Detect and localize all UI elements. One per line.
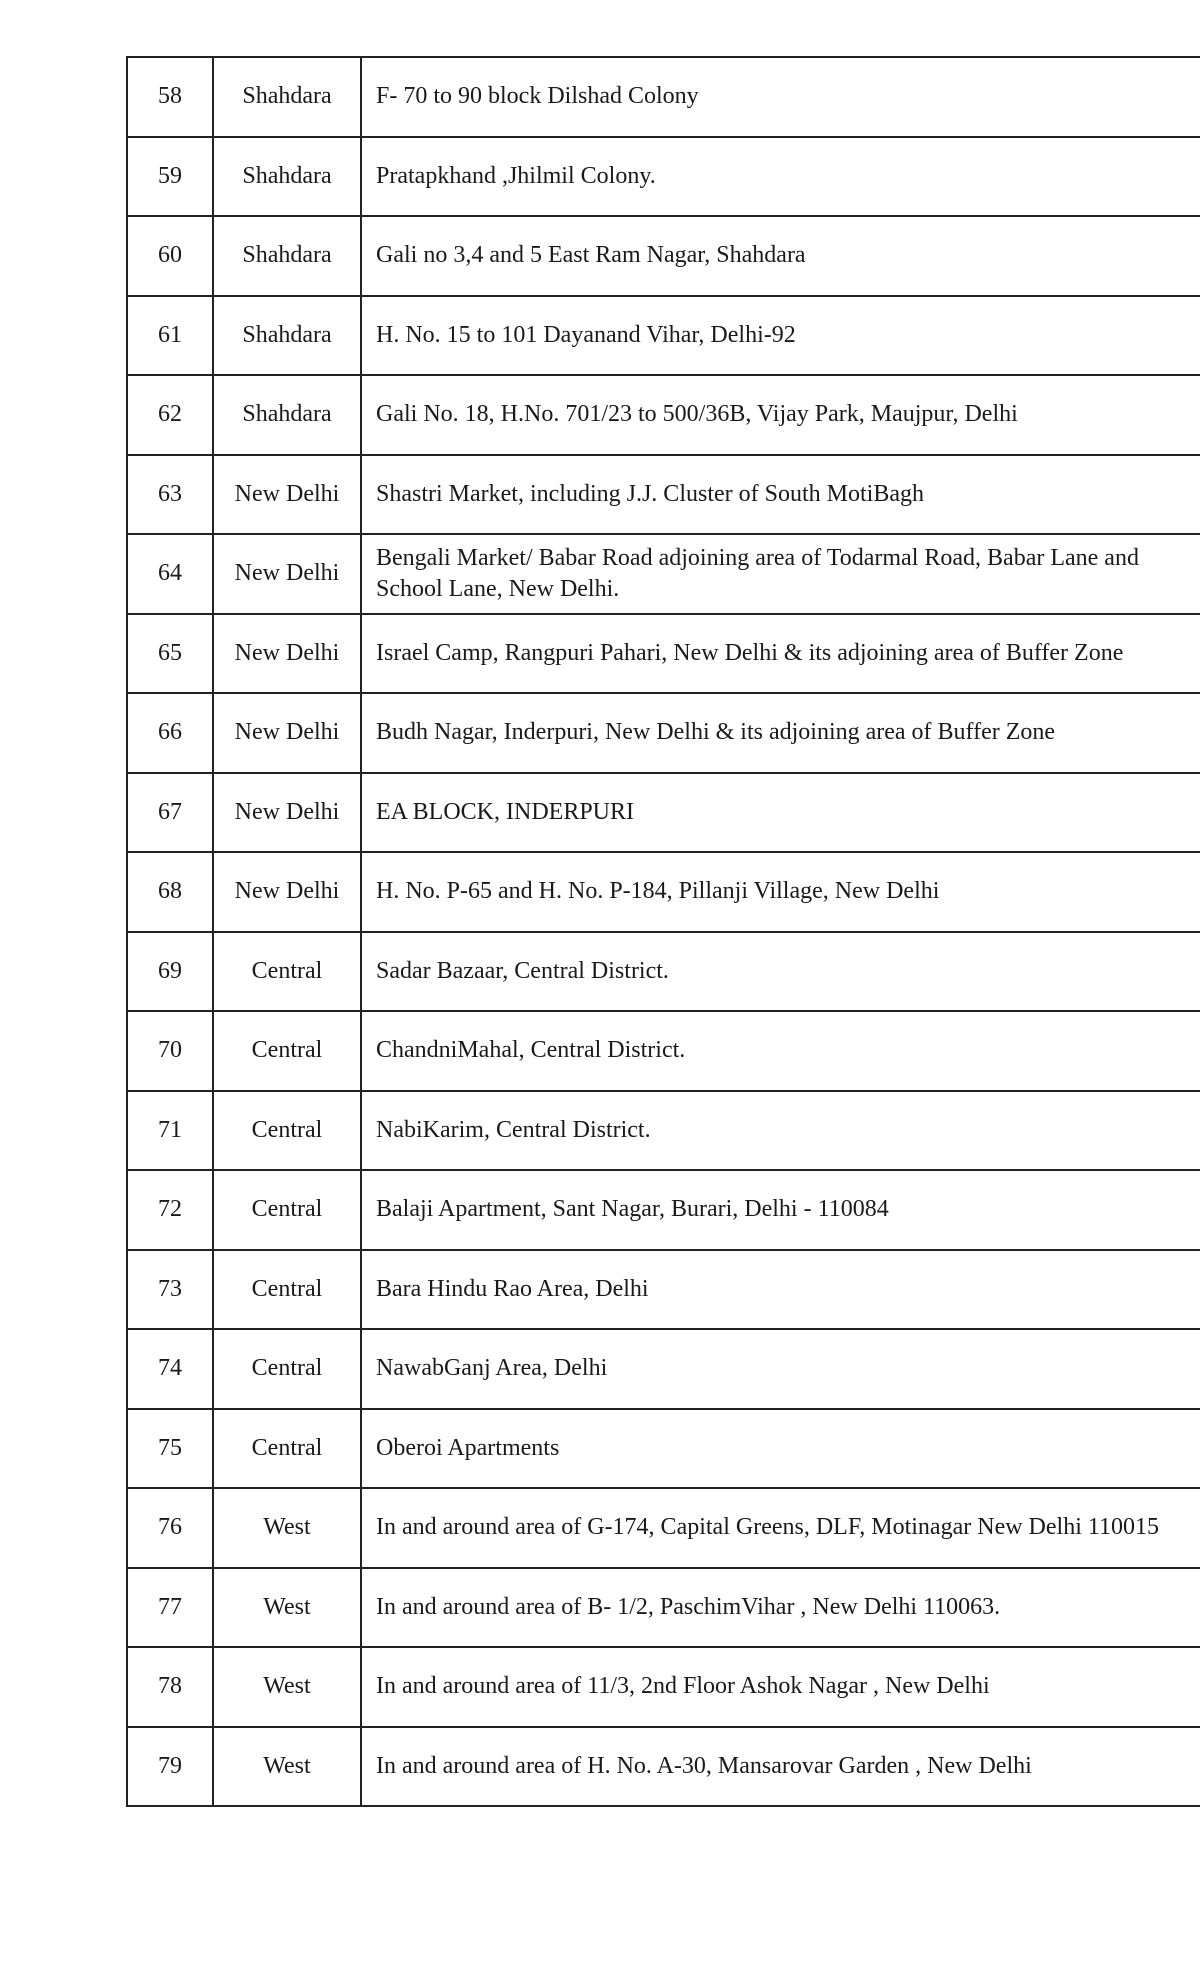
table-row [127,534,1200,614]
serial-number-cell: 75 [127,1409,213,1489]
district-cell: Shahdara [213,296,361,376]
table-row [127,296,1200,376]
district-cell: New Delhi [213,455,361,535]
district-cell: Shahdara [213,137,361,217]
serial-number-cell: 66 [127,693,213,773]
table-row [127,1329,1200,1409]
table-row [127,57,1200,137]
table-row [127,1250,1200,1330]
district-cell: Central [213,1250,361,1330]
area-cell: H. No. 15 to 101 Dayanand Vihar, Delhi-92 [361,296,1200,376]
area-cell: In and around area of G-174, Capital Greens, DLF, Motinagar New Delhi 110015 [361,1488,1200,1568]
table-row [127,455,1200,535]
serial-number-cell: 64 [127,534,213,614]
district-cell: New Delhi [213,852,361,932]
area-cell: In and around area of H. No. A-30, Mansarovar Garden , New Delhi [361,1727,1200,1807]
table-row [127,693,1200,773]
area-cell: Bengali Market/ Babar Road adjoining area of Todarmal Road, Babar Lane and School Lane, New Delhi. [361,534,1200,614]
table-row [127,773,1200,853]
table-row [127,1727,1200,1807]
table-row [127,216,1200,296]
area-cell: EA BLOCK, INDERPURI [361,773,1200,853]
district-cell: Central [213,1170,361,1250]
district-cell: New Delhi [213,614,361,694]
serial-number-cell: 68 [127,852,213,932]
serial-number-cell: 58 [127,57,213,137]
serial-number-cell: 62 [127,375,213,455]
area-cell: NawabGanj Area, Delhi [361,1329,1200,1409]
serial-number-cell: 63 [127,455,213,535]
table-row [127,1409,1200,1489]
district-cell: New Delhi [213,693,361,773]
district-cell: Central [213,1011,361,1091]
table-body [127,57,1200,1806]
area-cell: Bara Hindu Rao Area, Delhi [361,1250,1200,1330]
serial-number-cell: 61 [127,296,213,376]
serial-number-cell: 71 [127,1091,213,1171]
district-cell: West [213,1568,361,1648]
serial-number-cell: 67 [127,773,213,853]
serial-number-cell: 74 [127,1329,213,1409]
district-cell: Shahdara [213,375,361,455]
area-cell: Shastri Market, including J.J. Cluster of South MotiBagh [361,455,1200,535]
district-cell: West [213,1647,361,1727]
area-cell: In and around area of B- 1/2, PaschimVihar , New Delhi 110063. [361,1568,1200,1648]
table-row [127,852,1200,932]
serial-number-cell: 69 [127,932,213,1012]
district-cell: West [213,1488,361,1568]
serial-number-cell: 77 [127,1568,213,1648]
area-cell: Balaji Apartment, Sant Nagar, Burari, Delhi - 110084 [361,1170,1200,1250]
area-cell: H. No. P-65 and H. No. P-184, Pillanji Village, New Delhi [361,852,1200,932]
district-cell: Central [213,1329,361,1409]
district-cell: Central [213,1091,361,1171]
district-cell: New Delhi [213,773,361,853]
area-cell: Oberoi Apartments [361,1409,1200,1489]
serial-number-cell: 78 [127,1647,213,1727]
serial-number-cell: 70 [127,1011,213,1091]
district-cell: Central [213,932,361,1012]
containment-zones-table [126,56,1200,1807]
area-cell: Pratapkhand ,Jhilmil Colony. [361,137,1200,217]
area-cell: Sadar Bazaar, Central District. [361,932,1200,1012]
table-row [127,1647,1200,1727]
serial-number-cell: 60 [127,216,213,296]
table-row [127,137,1200,217]
area-cell: Gali no 3,4 and 5 East Ram Nagar, Shahdara [361,216,1200,296]
serial-number-cell: 72 [127,1170,213,1250]
district-cell: Shahdara [213,57,361,137]
area-cell: NabiKarim, Central District. [361,1091,1200,1171]
serial-number-cell: 79 [127,1727,213,1807]
serial-number-cell: 65 [127,614,213,694]
table-row [127,614,1200,694]
district-cell: West [213,1727,361,1807]
table-row [127,1091,1200,1171]
serial-number-cell: 73 [127,1250,213,1330]
table-row [127,1011,1200,1091]
area-cell: In and around area of 11/3, 2nd Floor Ashok Nagar , New Delhi [361,1647,1200,1727]
table-row [127,1568,1200,1648]
area-cell: Budh Nagar, Inderpuri, New Delhi & its adjoining area of Buffer Zone [361,693,1200,773]
district-cell: New Delhi [213,534,361,614]
area-cell: Gali No. 18, H.No. 701/23 to 500/36B, Vijay Park, Maujpur, Delhi [361,375,1200,455]
serial-number-cell: 76 [127,1488,213,1568]
district-cell: Central [213,1409,361,1489]
area-cell: Israel Camp, Rangpuri Pahari, New Delhi & its adjoining area of Buffer Zone [361,614,1200,694]
serial-number-cell: 59 [127,137,213,217]
district-cell: Shahdara [213,216,361,296]
table-row [127,1488,1200,1568]
table-row [127,932,1200,1012]
table-row [127,1170,1200,1250]
area-cell: ChandniMahal, Central District. [361,1011,1200,1091]
area-cell: F- 70 to 90 block Dilshad Colony [361,57,1200,137]
table-row [127,375,1200,455]
